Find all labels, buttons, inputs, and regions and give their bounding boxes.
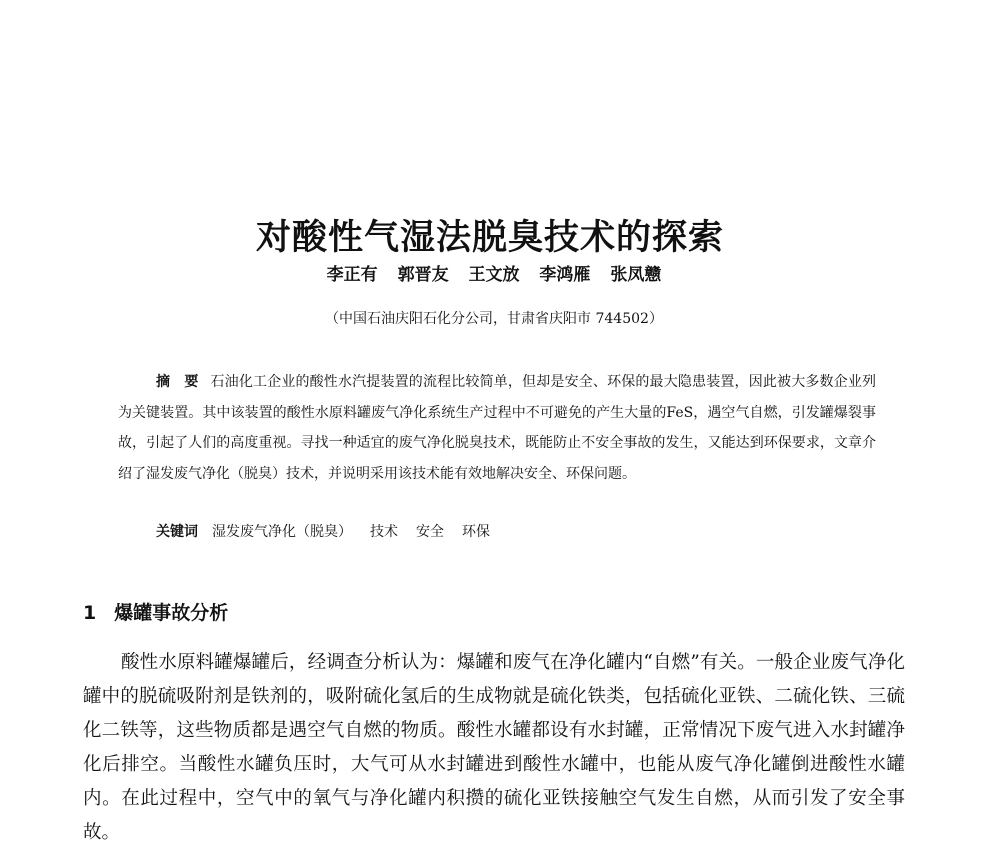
keyword: 安全 [416,524,444,540]
abstract-label: 摘 要 [156,374,199,390]
author-list [0,260,988,285]
author-name: 李鸿雁 [539,265,591,285]
section-number: 1 [83,602,97,624]
affiliation: （中国石油庆阳石化分公司，甘肃省庆阳市 744502） [325,311,663,327]
abstract [118,367,876,489]
paper-title: 对酸性气湿法脱臭技术的探索 [255,218,724,259]
section-title: 爆罐事故分析 [114,602,229,624]
author-name: 王文放 [468,265,520,285]
author-name: 郭晋友 [397,265,449,285]
keyword: 技术 [370,524,398,540]
keyword: 环保 [462,524,490,540]
keywords-label: 关键词 [156,524,198,540]
abstract-text: 石油化工企业的酸性水汽提装置的流程比较简单，但却是安全、环保的最大隐患装置，因此被大多数企业列为关键装置。其中该装置的酸性水原料罐废气净化系统生产过程中不可避免的产生大量的FeS，遇空气自燃，引发罐爆裂事故，引起了人们的高度重视。寻找一种适宜的废气净化脱臭技术，既能防止不安全事故的发生，又能达到环保要求，文章介绍了湿发废气净化（脱臭）技术，并说明采用该技术能有效地解决安全、环保问题。 [118,374,877,482]
author-name: 张凤戆 [610,265,662,285]
section-body: 酸性水原料罐爆罐后，经调查分析认为：爆罐和废气在净化罐内“自燃”有关。一般企业废气净化罐中的脱硫吸附剂是铁剂的，吸附硫化氢后的生成物就是硫化铁类，包括硫化亚铁、二硫化铁、三硫化二铁等，这些物质都是遇空气自燃的物质。酸性水罐都设有水封罐，正常情况下废气进入水封罐净化后排空。当酸性水罐负压时，大气可从水封罐进到酸性水罐中，也能从废气净化罐倒进酸性水罐内。在此过程中，空气中的氧气与净化罐内积攒的硫化亚铁接触空气发生自燃，从而引发了安全事故。 [83,652,905,843]
section-heading [83,598,228,625]
keywords [156,517,508,547]
keyword: 湿发废气净化（脱臭） [212,524,352,540]
author-name: 李正有 [326,265,378,285]
